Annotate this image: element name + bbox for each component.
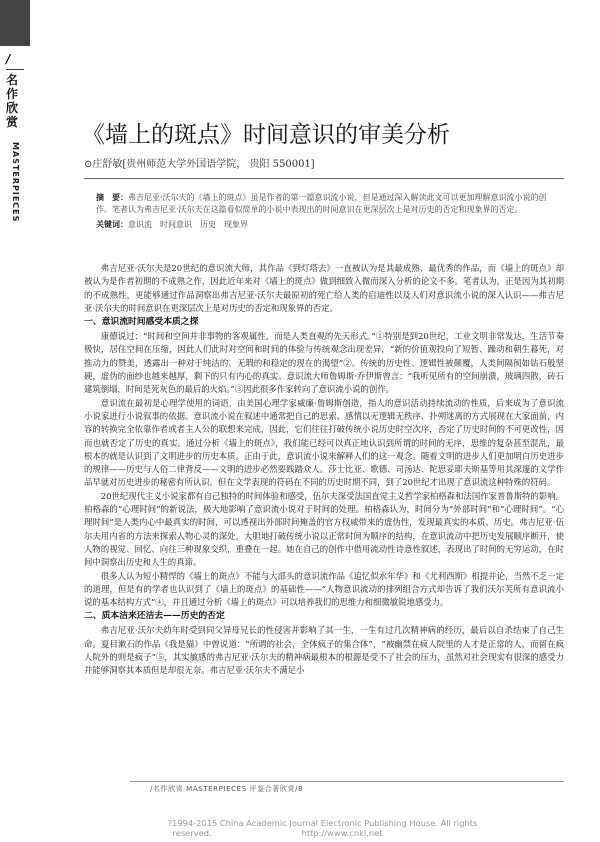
sidebar-latin: MASTERPIECES <box>11 142 20 223</box>
body-paragraph: 弗吉尼亚·沃尔夫是20世纪的意识流大师，其作品《到灯塔去》一直被认为是其最成熟、最优秀的作品，而《墙上的斑点》却被认为是作者初期的不成熟之作，因此近年来对《墙上的斑点》做到细致入微而深入分析的论文不多。笔者认为，正是因为其初期的不成熟性，更能够通过作品洞察出弗吉尼亚·沃尔夫最原初的死亡给人类的启迪性以及人们对意识流小说的深入认识——弗吉尼亚·沃尔夫的时间意识在更深层次上是对历史的否定和现象界的否定。 <box>84 263 564 313</box>
body-paragraph: 很多人认为短小精悍的《墙上的斑点》不能与大部头的意识流作品《追忆似水年华》和《尤利西斯》相提并论，当然不乏一定的道理，但是有的学者也认识到了《墙上的斑点》的基础性——“人物意识流动的排列组合方式却告诉了我们沃尔芙所有意识流小说的基本结构方式”④，并且通过分析《墙上的斑点》可以培养我们的思维力和细微敏锐地感受力。 <box>84 570 564 608</box>
abstract-text: 弗吉尼亚·沃尔夫的《墙上的斑点》虽是作者的第一篇意识流小说，但是通过深入解读此文可以更加理解意识流小说的创作。笔者认为弗吉尼亚·沃尔夫在这篇看似简单的小说中表现出的时间意识在更深层次上是对历史的否定和现象界的否定。 <box>96 193 547 214</box>
body-paragraph: 20世纪现代主义小说家都有自己独特的时间体验和感受，伍尔夫深受法国直觉主义哲学家柏格森和法国作家普鲁斯特的影响。柏格森的“心理时间”的新说法，极大地影响了意识流小说对于时间的处理。柏格森认为，时间分为“外部时间”和“心理时间”。“心理时间”是人类内心中最真实的时间，可以透视出外部时间掩盖的官方权威带来的虚伪性，发现最真实的本质、历史。弗吉尼亚·伍尔夫用内省的方法来探索人物心灵的深处，大胆地打破传统小说以正常时间为顺序的结构，在意识流动中把历史发展顺序断开，使人物的视觉、回忆、向往三种现象交织，重叠在一起。她在自己的创作中借用流动性诗意性叙述，表现出了时间的无穷运动，在时间中洞察出历史和人生的真谛。 <box>84 490 564 568</box>
footer-divider <box>130 781 564 782</box>
sidebar <box>0 0 30 842</box>
sidebar-column-name: / 名作欣赏 <box>6 52 26 129</box>
abstract-label: 摘 要： <box>96 192 128 202</box>
sidebar-dark-bar <box>0 0 30 46</box>
article-body <box>84 262 564 678</box>
sidebar-column-name-text: 名作欣赏 <box>6 73 19 129</box>
author-line: ⊙庄舒敏[贵州师范大学外国语学院， 贵阳 550001] <box>84 159 315 170</box>
copyright-text: ?1994-2015 China Academic Journal Electronic Publishing House. All rights reserved. <box>167 818 478 838</box>
article-title: 《墙上的斑点》时间意识的审美分析 <box>82 122 450 148</box>
keywords-text: 意识流 时间意识 历史 现象界 <box>128 220 248 229</box>
body-paragraph: 弗吉尼亚·沃尔夫幼年时受到同父异母兄长的性侵害并影响了其一生，一生有过几次精神病的经历，最后以自杀结束了自己生命。夏目漱石的作品《我是猫》中曾说道：“所谓的社会，全体疯子的集合体”，“被幽禁在疯人院里的人才是正常的人，而留在疯人院外的则是疯子”⑤，其实敏感的弗吉尼亚·沃尔夫的精神病最根本的根源是受不了社会的压力，虽然对社会现实有很深的感受力并能够洞察其本质但是却很无奈。弗吉尼亚·沃尔夫不满足小 <box>84 625 564 676</box>
page-footer: /名作欣赏 MASTERPIECES 评鉴合著欣赏/8 <box>150 785 304 793</box>
abstract-divider <box>84 178 564 179</box>
body-paragraph: 意识流在最初是心理学使用的词语，由美国心理学家威廉·詹姆斯创造，指人的意识活动持续流动的性质，后来成为了意识流小说家进行小说叙事的依据。意识流小说在叙述中通常把自己的思索、感情以无逻辑无秩序、扑朔迷离的方式展现在大家面前，内容的转换完全依靠作者或者主人公的联想来完成，因此，它们往往打破传统小说历史时空次序，否定了历史时间的不可更改性，因而也就否定了历史的真实。通过分析《墙上的斑点》，我们能已经可以真正地认识到所谓的时间的无序，思维的复杂甚至混乱，最根本的就是认识到了文明进步的历史本质。正由于此，意识流小说来解释人们的这一观念。随着文明的进步人们更加明白历史进步的规律——历史与人俗二律背反——文明的进步必然要践踏众人。莎士比亚、歌德、司汤达、陀思妥耶夫斯基等用其深邃的文学作品早就对历史进步的秘密有所认识，但在文学表现的符码在不同的历史时期不同，到了20世纪才出现了意识流这种特殊的符码。 <box>84 397 564 488</box>
copyright-line <box>0 818 600 838</box>
abstract <box>96 191 556 231</box>
body-paragraph: 康德说过：“时间和空间并非事物的客观属性，而是人类直观的先天形式。”①特别是到20世纪，工业文明非常发达，生活节奏极快，居住空间在压缩，因此人们此时对空间和时间的体验与传统观念出现差异，“新的价值观投向了短暂、躁动和朝生暮死，对推动力的赞美，透露出一种对于纯洁的、无瑕的和稳定的现在的渴望”②。传统的历史性、逻辑性被颠覆，人类间隔阂如钻石般坚硬，虚伪的面纱也越来越厚，剩下的只有内心的真实。意识流大师詹姆斯·乔伊斯曾言：“我听见所有的空间崩溃，玻璃四散，砖石建筑倒塌，时间是死灰色的最后的火焰。”③因此很多作家转向了意识流小说的创作。 <box>84 331 564 395</box>
section-heading-2: 二、质本洁来还洁去——历史的否定 <box>84 611 225 622</box>
copyright-url: http://www.cnki.net <box>301 828 383 838</box>
keywords-label: 关键词： <box>96 219 128 229</box>
section-heading-1: 一、意识流时间感受本质之探 <box>84 317 199 328</box>
